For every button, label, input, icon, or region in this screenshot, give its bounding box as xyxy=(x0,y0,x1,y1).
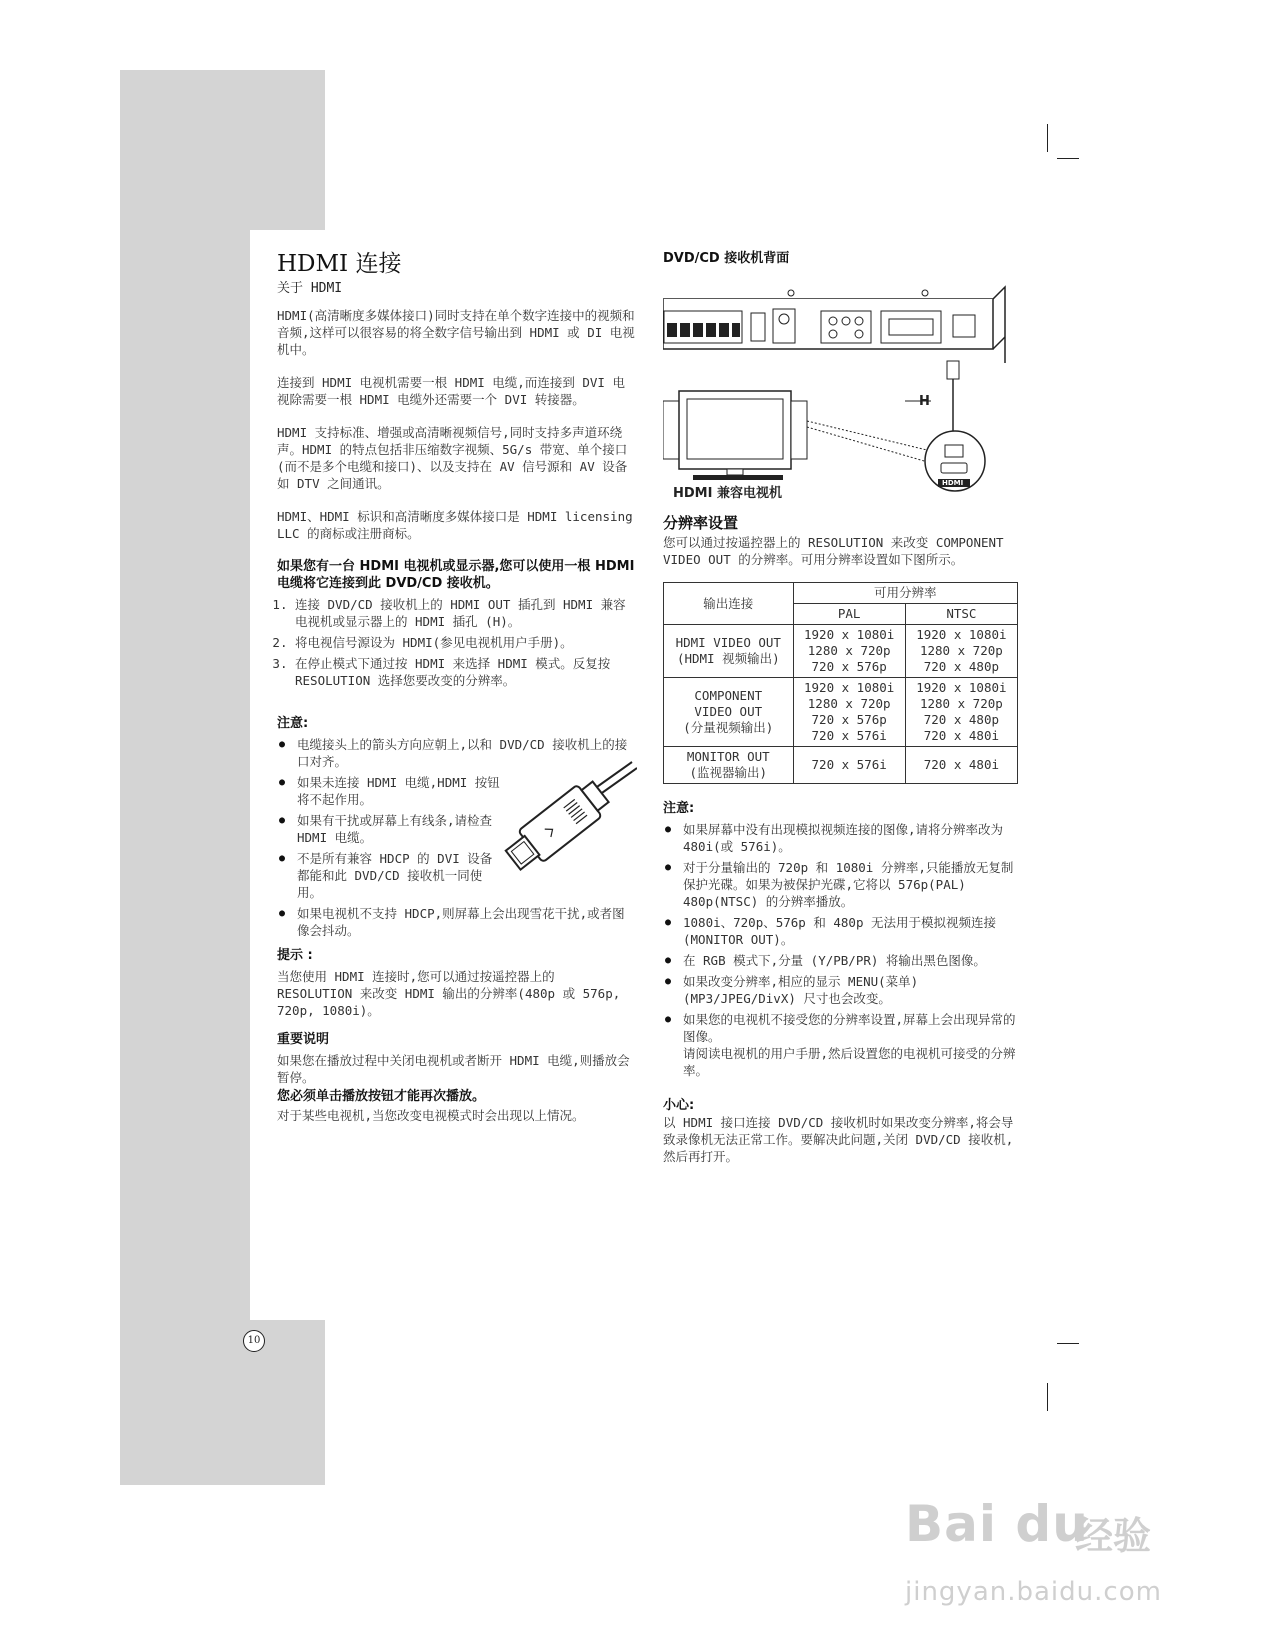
step-item: 2. 将电视信号源设为 HDMI(参见电视机用户手册)。 xyxy=(295,634,637,651)
step-item: 1. 连接 DVD/CD 接收机上的 HDMI OUT 插孔到 HDMI 兼容电视机或显示器上的 HDMI 插孔 (H)。 xyxy=(295,596,637,630)
note-item: ● 如果有干扰或屏幕上有线条,请检查 HDMI 电缆。 xyxy=(277,812,502,846)
section-subtitle: 关于 HDMI xyxy=(277,281,343,296)
connection-diagram xyxy=(663,271,1023,501)
connect-intro: 如果您有一台 HDMI 电视机或显示器,您可以使用一根 HDMI 电缆将它连接到此 DVD/CD 接收机。 xyxy=(277,559,635,591)
note-item: ● 如果屏幕中没有出现模拟视频连接的图像,请将分辨率改为 480i(或 576i)。 xyxy=(663,821,1023,855)
table-cell-pal: 1920 x 1080i 1280 x 720p 720 x 576p 720 x 576i xyxy=(793,678,905,747)
resolution-table xyxy=(663,582,1018,784)
note-item: ● 电缆接头上的箭头方向应朝上,以和 DVD/CD 接收机上的接口对齐。 xyxy=(277,736,637,770)
table-header-output: 输出连接 xyxy=(664,583,794,625)
table-header-pal: PAL xyxy=(793,604,905,625)
note-title: 注意: xyxy=(277,716,309,731)
table-cell-output: MONITOR OUT (监视器输出) xyxy=(664,747,794,784)
label-h: H xyxy=(919,394,930,409)
table-cell-output: COMPONENT VIDEO OUT (分量视频输出) xyxy=(664,678,794,747)
baidu-watermark xyxy=(905,1495,1205,1635)
watermark-url: jingyan.baidu.com xyxy=(905,1577,1162,1607)
note-item: ● 如果您的电视机不接受您的分辨率设置,屏幕上会出现异常的图像。 请阅读电视机的用户手册,然后设置您的电视机可接受的分辨率。 xyxy=(663,1011,1023,1079)
note-item: ● 不是所有兼容 HDCP 的 DVI 设备都能和此 DVD/CD 接收机一同使用。 xyxy=(277,850,502,901)
important-title: 重要说明 xyxy=(277,1032,330,1047)
trademark-paragraph: HDMI、HDMI 标识和高清晰度多媒体接口是 HDMI licensing LLC 的商标或注册商标。 xyxy=(277,509,633,541)
table-header-available: 可用分辨率 xyxy=(793,583,1017,604)
caution-text: 以 HDMI 接口连接 DVD/CD 接收机时如果改变分辨率,将会导致录像机无法正常工作。要解决此问题,关闭 DVD/CD 接收机,然后再打开。 xyxy=(663,1115,1014,1164)
table-cell-pal: 720 x 576i xyxy=(793,747,905,784)
tip-title: 提示 : xyxy=(277,948,313,963)
note-item: ● 如果未连接 HDMI 电缆,HDMI 按钮将不起作用。 xyxy=(277,774,502,808)
connect-steps xyxy=(277,596,637,689)
right-note-list xyxy=(663,821,1023,1079)
watermark-brand: Bai du xyxy=(905,1495,1089,1553)
resolution-section-text: 您可以通过按遥控器上的 RESOLUTION 来改变 COMPONENT VIDEO OUT 的分辨率。可用分辨率设置如下图所示。 xyxy=(663,535,1004,567)
crop-mark-top-horizontal xyxy=(1057,158,1079,159)
table-header-ntsc: NTSC xyxy=(905,604,1017,625)
table-row xyxy=(664,678,1018,747)
crop-mark-bottom-horizontal xyxy=(1057,1343,1079,1344)
table-cell-output: HDMI VIDEO OUT (HDMI 视频输出) xyxy=(664,625,794,678)
table-row xyxy=(664,625,1018,678)
watermark-cn: 经验 xyxy=(1075,1514,1152,1558)
important-bold: 您必须单击播放按钮才能再次播放。 xyxy=(277,1089,486,1104)
intro-paragraph-2: 连接到 HDMI 电视机需要一根 HDMI 电缆,而连接到 DVI 电视除需要一根 HDMI 电缆外还需要一个 DVI 转接器。 xyxy=(277,375,625,407)
important-text-1: 如果您在播放过程中关闭电视机或者断开 HDMI 电缆,则播放会暂停。 xyxy=(277,1053,630,1085)
hdmi-port-label: HDMI xyxy=(942,479,964,487)
page-title: HDMI 连接 xyxy=(277,251,402,277)
left-column xyxy=(277,250,637,1124)
intro-paragraph-1: HDMI(高清晰度多媒体接口)同时支持在单个数字连接中的视频和音频,这样可以很容易的将全数字信号输出到 HDMI 或 DI 电视机中。 xyxy=(277,308,635,357)
note-item: ● 对于分量输出的 720p 和 1080i 分辨率,只能播放无复制保护光碟。如果为被保护光碟,它将以 576p(PAL) 480p(NTSC) 的分辨率播放。 xyxy=(663,859,1023,910)
step-item: 3. 在停止模式下通过按 HDMI 来选择 HDMI 模式。反复按 RESOLUTION 选择您要改变的分辨率。 xyxy=(295,655,637,689)
tv-label: HDMI 兼容电视机 xyxy=(673,486,782,501)
resolution-section-title: 分辨率设置 xyxy=(663,514,739,532)
page-number: 10 xyxy=(243,1330,265,1352)
crop-mark-bottom-vertical xyxy=(1047,1383,1048,1411)
note-item: ● 在 RGB 模式下,分量 (Y/PB/PR) 将输出黑色图像。 xyxy=(663,952,1023,969)
table-cell-pal: 1920 x 1080i 1280 x 720p 720 x 576p xyxy=(793,625,905,678)
table-row xyxy=(664,747,1018,784)
hdmi-plug-illustration xyxy=(492,754,637,874)
caution-title: 小心: xyxy=(663,1098,695,1113)
receiver-tv-diagram xyxy=(663,271,1023,501)
important-text-2: 对于某些电视机,当您改变电视模式时会出现以上情况。 xyxy=(277,1108,585,1123)
right-note-title: 注意: xyxy=(663,801,695,816)
gray-margin-side xyxy=(120,70,250,1485)
diagram-title: DVD/CD 接收机背面 xyxy=(663,251,790,266)
note-item: ● 如果电视机不支持 HDCP,则屏幕上会出现雪花干扰,或者图像会抖动。 xyxy=(277,905,637,939)
table-cell-ntsc: 720 x 480i xyxy=(905,747,1017,784)
note-item: ● 1080i、720p、576p 和 480p 无法用于模拟视频连接 (MONITOR OUT)。 xyxy=(663,914,1023,948)
right-column xyxy=(663,250,1023,1165)
gray-margin-bottom xyxy=(120,1320,325,1485)
note-item: ● 如果改变分辨率,相应的显示 MENU(菜单)(MP3/JPEG/DivX) 尺寸也会改变。 xyxy=(663,973,1023,1007)
table-cell-ntsc: 1920 x 1080i 1280 x 720p 720 x 480p xyxy=(905,625,1017,678)
table-cell-ntsc: 1920 x 1080i 1280 x 720p 720 x 480p 720 x 480i xyxy=(905,678,1017,747)
tip-text: 当您使用 HDMI 连接时,您可以通过按遥控器上的 RESOLUTION 来改变 HDMI 输出的分辨率(480p 或 576p, 720p, 1080i)。 xyxy=(277,969,621,1018)
crop-mark-top-vertical xyxy=(1047,124,1048,152)
intro-paragraph-3: HDMI 支持标准、增强或高清晰视频信号,同时支持多声道环绕声。HDMI 的特点包括非压缩数字视频、5G/s 带宽、单个接口(而不是多个电缆和接口)、以及支持在 AV 信号源和 AV 设备如 DTV 之间通讯。 xyxy=(277,425,628,491)
